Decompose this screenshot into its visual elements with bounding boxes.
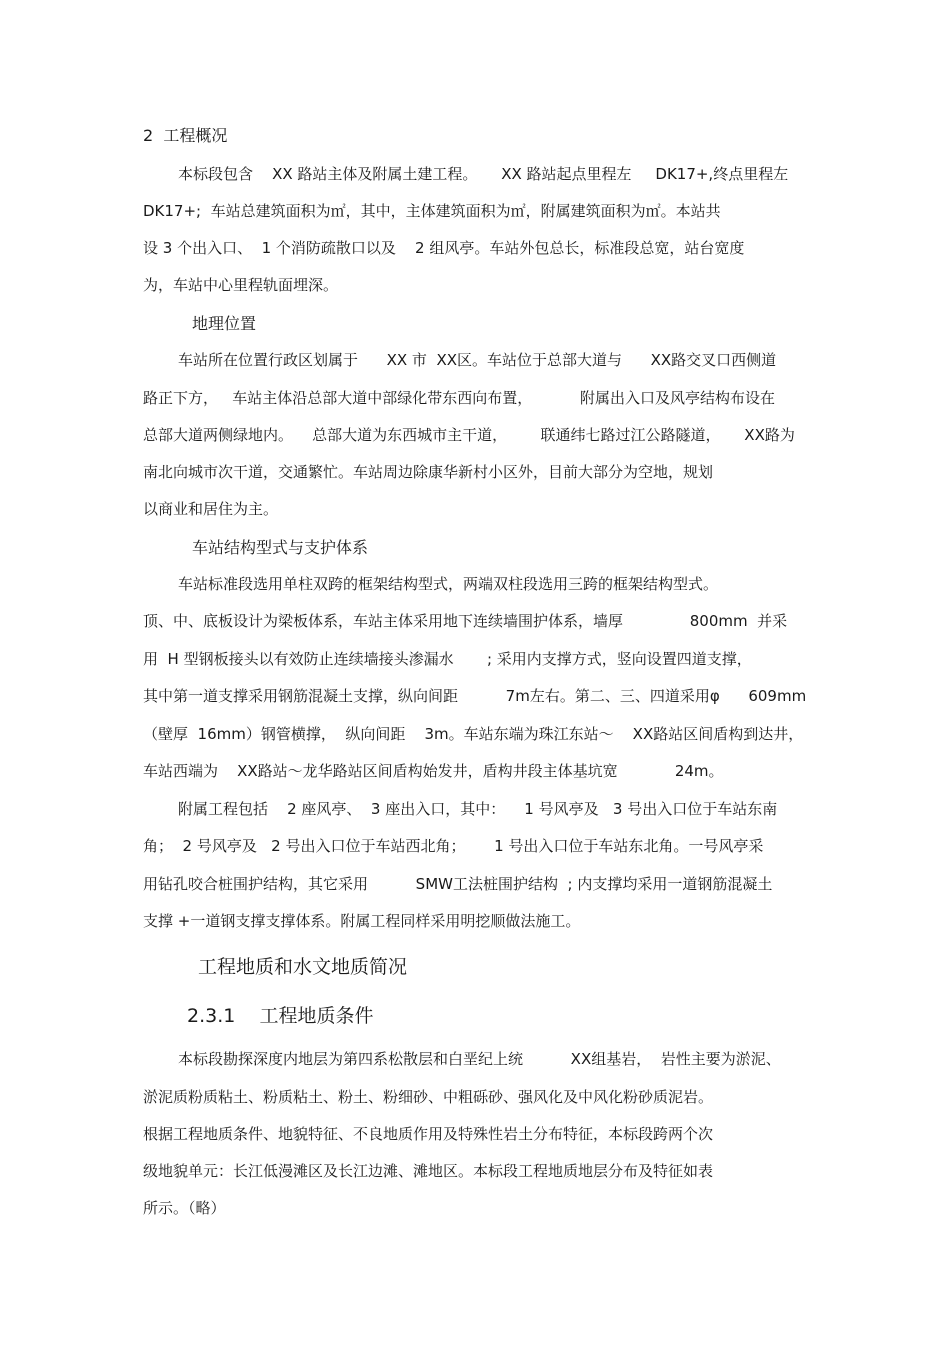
overview-line-4: 为，车站中心里程轨面埋深。 (143, 276, 339, 294)
overview-line-3: 设 3 个出入口、 1 个消防疏散口以及 2 组风亭。车站外包总长，标准段总宽，站台宽度 (143, 239, 745, 257)
annex-line-2: 角； 2 号风亭及 2 号出入口位于车站西北角； 1 号出入口位于车站东北角。一号风亭采 (143, 837, 764, 855)
geology-title: 工程地质和水文地质简况 (198, 956, 408, 978)
structure-line-6: 车站西端为 XX路站～龙华路站区间盾构始发井，盾构井段主体基坑宽 24m。 (143, 762, 724, 780)
location-line-4: 南北向城市次干道，交通繁忙。车站周边除康华新村小区外，目前大部分为空地，规划 (143, 463, 714, 481)
structure-line-1: 车站标准段选用单柱双跨的框架结构型式，两端双柱段选用三跨的框架结构型式。 (178, 575, 719, 593)
location-line-3: 总部大道两侧绿地内。 总部大道为东西城市主干道， 联通纬七路过江公路隧道， XX路为 (143, 426, 795, 444)
geology-line-3: 根据工程地质条件、地貌特征、不良地质作用及特殊性岩土分布特征，本标段跨两个次 (143, 1125, 714, 1143)
location-line-5: 以商业和居住为主。 (143, 500, 279, 518)
geology-line-4: 级地貌单元：长江低漫滩区及长江边滩、滩地区。本标段工程地质地层分布及特征如表 (143, 1162, 714, 1180)
overview-line-2: DK17+; 车站总建筑面积为㎡，其中，主体建筑面积为㎡，附属建筑面积为㎡。本站共 (143, 202, 721, 220)
subsection-title: 2.3.1 工程地质条件 (187, 1005, 374, 1027)
geology-line-5: 所示。（略） (143, 1199, 226, 1217)
structure-line-2: 顶、中、底板设计为梁板体系，车站主体采用地下连续墙围护体系，墙厚 800mm 并采 (143, 612, 788, 630)
annex-line-4: 支撑 +一道钢支撑支撑体系。附属工程同样采用明挖顺做法施工。 (143, 912, 581, 930)
structure-line-5: （壁厚 16mm）钢管横撑， 纵向间距 3m。车站东端为珠江东站～ XX路站区间盾构到达井， (143, 725, 804, 743)
structure-line-4: 其中第一道支撑采用钢筋混凝土支撑，纵向间距 7m左右。第二、三、四道采用φ 609mm (143, 687, 807, 705)
structure-line-3: 用 H 型钢板接头以有效防止连续墙接头渗漏水 ; 采用内支撑方式，竖向设置四道支撑， (143, 650, 752, 668)
geology-line-2: 淤泥质粉质粘土、粉质粘土、粉土、粉细砂、中粗砾砂、强风化及中风化粉砂质泥岩。 (143, 1088, 714, 1106)
section-title: 2 工程概况 (143, 126, 228, 145)
structure-title: 车站结构型式与支护体系 (192, 538, 369, 557)
geology-line-1: 本标段勘探深度内地层为第四系松散层和白垩纪上统 XX组基岩， 岩性主要为淤泥、 (178, 1050, 781, 1068)
location-line-2: 路正下方， 车站主体沿总部大道中部绿化带东西向布置， 附属出入口及风亭结构布设在 (143, 389, 775, 407)
annex-line-3: 用钻孔咬合桩围护结构，其它采用 SMW工法桩围护结构 ; 内支撑均采用一道钢筋混凝土 (143, 875, 773, 893)
overview-line-1: 本标段包含 XX 路站主体及附属土建工程。 XX 路站起点里程左 DK17+,终点里程左 (178, 165, 789, 183)
location-line-1: 车站所在位置行政区划属于 XX 市 XX区。车站位于总部大道与 XX路交叉口西侧道 (178, 351, 777, 369)
annex-line-1: 附属工程包括 2 座风亭、 3 座出入口，其中： 1 号风亭及 3 号出入口位于车站东南 (178, 800, 778, 818)
location-title: 地理位置 (192, 314, 257, 333)
